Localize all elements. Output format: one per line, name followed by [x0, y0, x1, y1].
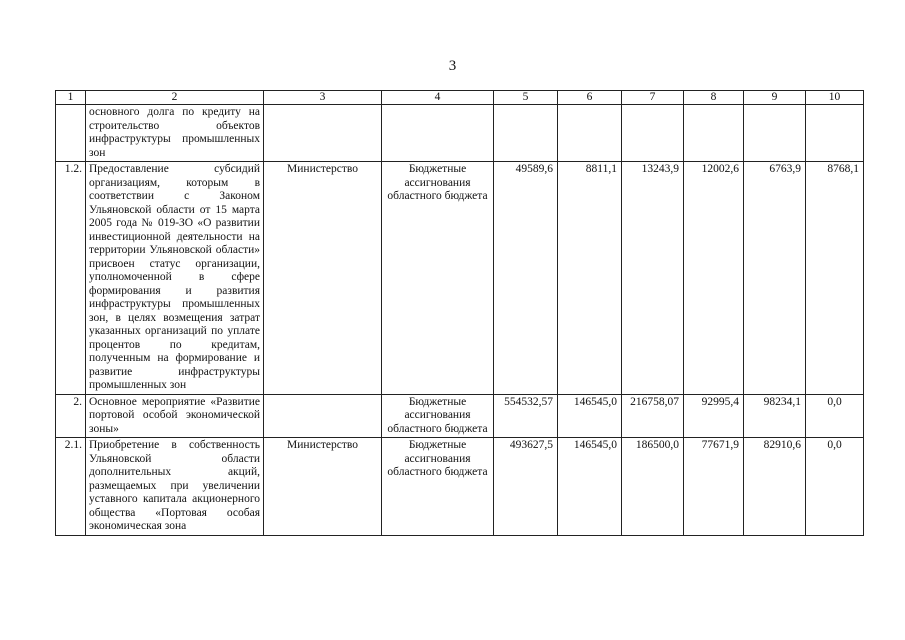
header-cell: 6	[558, 91, 622, 105]
row-value-year: 216758,07	[622, 394, 684, 438]
row-value-year	[558, 105, 622, 162]
header-cell: 8	[684, 91, 744, 105]
row-value-year: 13243,9	[622, 162, 684, 395]
row-number: 1.2.	[56, 162, 86, 395]
header-cell: 5	[494, 91, 558, 105]
row-description: Приобретение в собственность Ульяновской области дополнительных акций, размещаемых при увеличении уставного капитала акционерного общества «Портовая особая экономическая зона	[86, 438, 264, 536]
row-value-year: 12002,6	[684, 162, 744, 395]
row-value-total: 49589,6	[494, 162, 558, 395]
header-cell: 1	[56, 91, 86, 105]
header-cell: 3	[264, 91, 382, 105]
row-value-year: 92995,4	[684, 394, 744, 438]
row-description: основного долга по кредиту на строительство объектов инфраструктуры промышленных зон	[86, 105, 264, 162]
header-cell: 10	[806, 91, 864, 105]
row-description: Предоставление субсидий организациям, которым в соответствии с Законом Ульяновской области от 15 марта 2005 года № 019-ЗО «О развитии инвестиционной деятельности на территории Ульяновской области» присвоен статус организации, уполномоченной в сфере формирования и развития инфраструктуры промышленных зон, в целях возмещения затрат указанных организаций по уплате процентов по кредитам, полученным на формирование и развитие инфраструктуры промышленных зон	[86, 162, 264, 395]
row-funding-source: Бюджетные ассигнования областного бюджета	[382, 394, 494, 438]
row-value-year: 82910,6	[744, 438, 806, 536]
row-funding-source: Бюджетные ассигнования областного бюджета	[382, 438, 494, 536]
row-value-year: 146545,0	[558, 394, 622, 438]
row-value-year: 146545,0	[558, 438, 622, 536]
row-value-year	[744, 105, 806, 162]
page-number: 3	[448, 58, 457, 74]
row-value-total: 493627,5	[494, 438, 558, 536]
row-value-year: 0,0	[806, 438, 864, 536]
row-number	[56, 105, 86, 162]
row-description: Основное мероприятие «Развитие портовой особой экономической зоны»	[86, 394, 264, 438]
header-cell: 2	[86, 91, 264, 105]
row-value-year: 98234,1	[744, 394, 806, 438]
row-executor: Министерство	[264, 438, 382, 536]
table-row	[56, 162, 864, 395]
header-cell: 7	[622, 91, 684, 105]
header-cell: 4	[382, 91, 494, 105]
row-executor	[264, 105, 382, 162]
table-row	[56, 105, 864, 162]
row-value-total	[494, 105, 558, 162]
row-value-year	[684, 105, 744, 162]
row-executor: Министерство	[264, 162, 382, 395]
table-row	[56, 394, 864, 438]
table-row	[56, 438, 864, 536]
row-executor	[264, 394, 382, 438]
row-value-year: 0,0	[806, 394, 864, 438]
row-value-year: 77671,9	[684, 438, 744, 536]
row-number: 2.	[56, 394, 86, 438]
row-funding-source	[382, 105, 494, 162]
row-value-year: 8811,1	[558, 162, 622, 395]
row-value-year	[806, 105, 864, 162]
row-funding-source: Бюджетные ассигнования областного бюджета	[382, 162, 494, 395]
row-value-year	[622, 105, 684, 162]
program-table	[55, 90, 864, 536]
row-value-year: 6763,9	[744, 162, 806, 395]
row-number: 2.1.	[56, 438, 86, 536]
row-value-total: 554532,57	[494, 394, 558, 438]
row-value-year: 8768,1	[806, 162, 864, 395]
header-row	[56, 91, 864, 105]
header-cell: 9	[744, 91, 806, 105]
row-value-year: 186500,0	[622, 438, 684, 536]
